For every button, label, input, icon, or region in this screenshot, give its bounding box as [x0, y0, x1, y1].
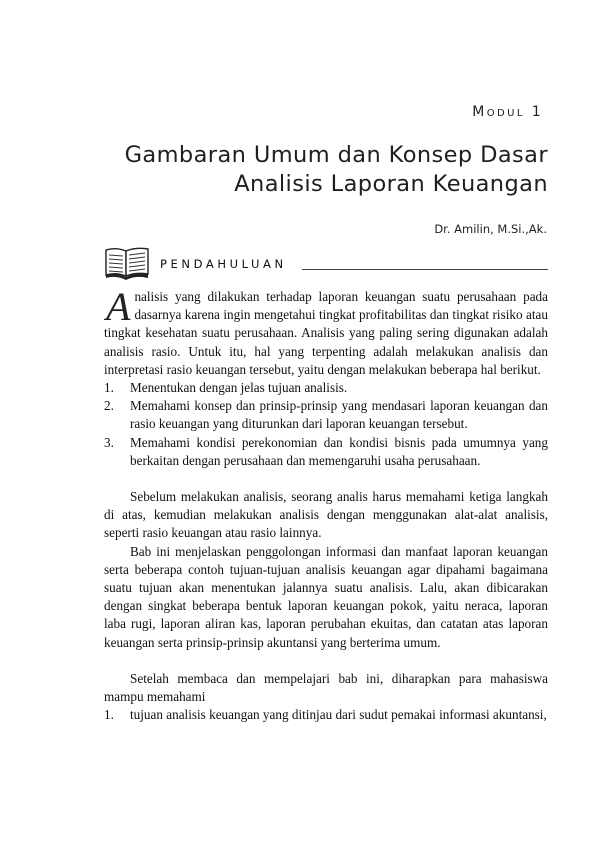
learning-outcomes-list: [104, 706, 548, 724]
module-label: Modul 1: [472, 104, 543, 120]
list-item: [104, 379, 548, 397]
list-number: 1.: [104, 380, 114, 396]
paragraph: Bab ini menjelaskan penggolongan informasi dan manfaat laporan keuangan serta beberapa contoh tujuan-tujuan analisis keuangan agar dipahami bagaimana suatu tujuan akan menentukan jalannya suatu analisis. Lalu, akan dibicarakan dengan singkat beberapa bentuk laporan keuangan pokok, yaitu neraca, laporan laba rugi, laporan aliran kas, laporan perubahan ekuitas, dan catatan atas laporan keuangan serta prinsip-prinsip akuntansi yang berterima umum.: [104, 543, 548, 650]
list-item-text: Memahami kondisi perekonomian dan kondisi bisnis pada umumnya yang berkaitan dengan perusahaan dan memengaruhi usaha perusahaan.: [130, 434, 548, 468]
author-name: Dr. Amilin, M.Si.,Ak.: [434, 222, 547, 236]
list-number: 2.: [104, 398, 114, 414]
list-item: [104, 397, 548, 433]
list-number: 3.: [104, 434, 114, 450]
chapter-title-line-1: Gambaran Umum dan Konsep Dasar: [124, 142, 548, 168]
objectives-list: [104, 379, 548, 470]
intro-paragraph: [104, 284, 548, 379]
body-text: [104, 284, 548, 724]
list-item: [104, 706, 548, 724]
drop-cap: A: [106, 284, 131, 329]
chapter-title-line-2: Analisis Laporan Keuangan: [234, 171, 548, 197]
paragraph: Setelah membaca dan mempelajari bab ini, diharapkan para mahasiswa mampu memahami: [104, 670, 548, 705]
heading-rule: [302, 269, 548, 270]
paragraph: Sebelum melakukan analisis, seorang analis harus memahami ketiga langkah di atas, kemudian melakukan analisis dengan menggunakan alat-alat analisis, seperti rasio keuangan atau rasio lainnya.: [104, 489, 548, 541]
intro-text: nalisis yang dilakukan terhadap laporan keuangan suatu perusahaan pada dasarnya karena ingin mengetahui tingkat profitabilitas dan tingkat risiko atau tingkat kesehatan suatu perusahaan. Analisis yang paling sering digunakan adalah analisis rasio. Untuk itu, hal yang terpenting adalah melakukan analisis dan interpretasi rasio keuangan tersebut, yaitu dengan melakukan beberapa hal berikut.: [104, 289, 548, 377]
list-item: [104, 434, 548, 470]
list-item-text: Menentukan dengan jelas tujuan analisis.: [130, 380, 348, 396]
list-item-text: Memahami konsep dan prinsip-prinsip yang mendasari laporan keuangan dan rasio keuangan yang diturunkan dari laporan keuangan tersebut.: [130, 398, 548, 432]
list-item-text: tujuan analisis keuangan yang ditinjau dari sudut pemakai informasi akuntansi,: [130, 707, 547, 723]
chapter-title: [78, 141, 548, 199]
open-book-icon: [104, 246, 150, 280]
section-heading: PENDAHULUAN: [160, 257, 287, 271]
list-number: 1.: [104, 707, 114, 723]
